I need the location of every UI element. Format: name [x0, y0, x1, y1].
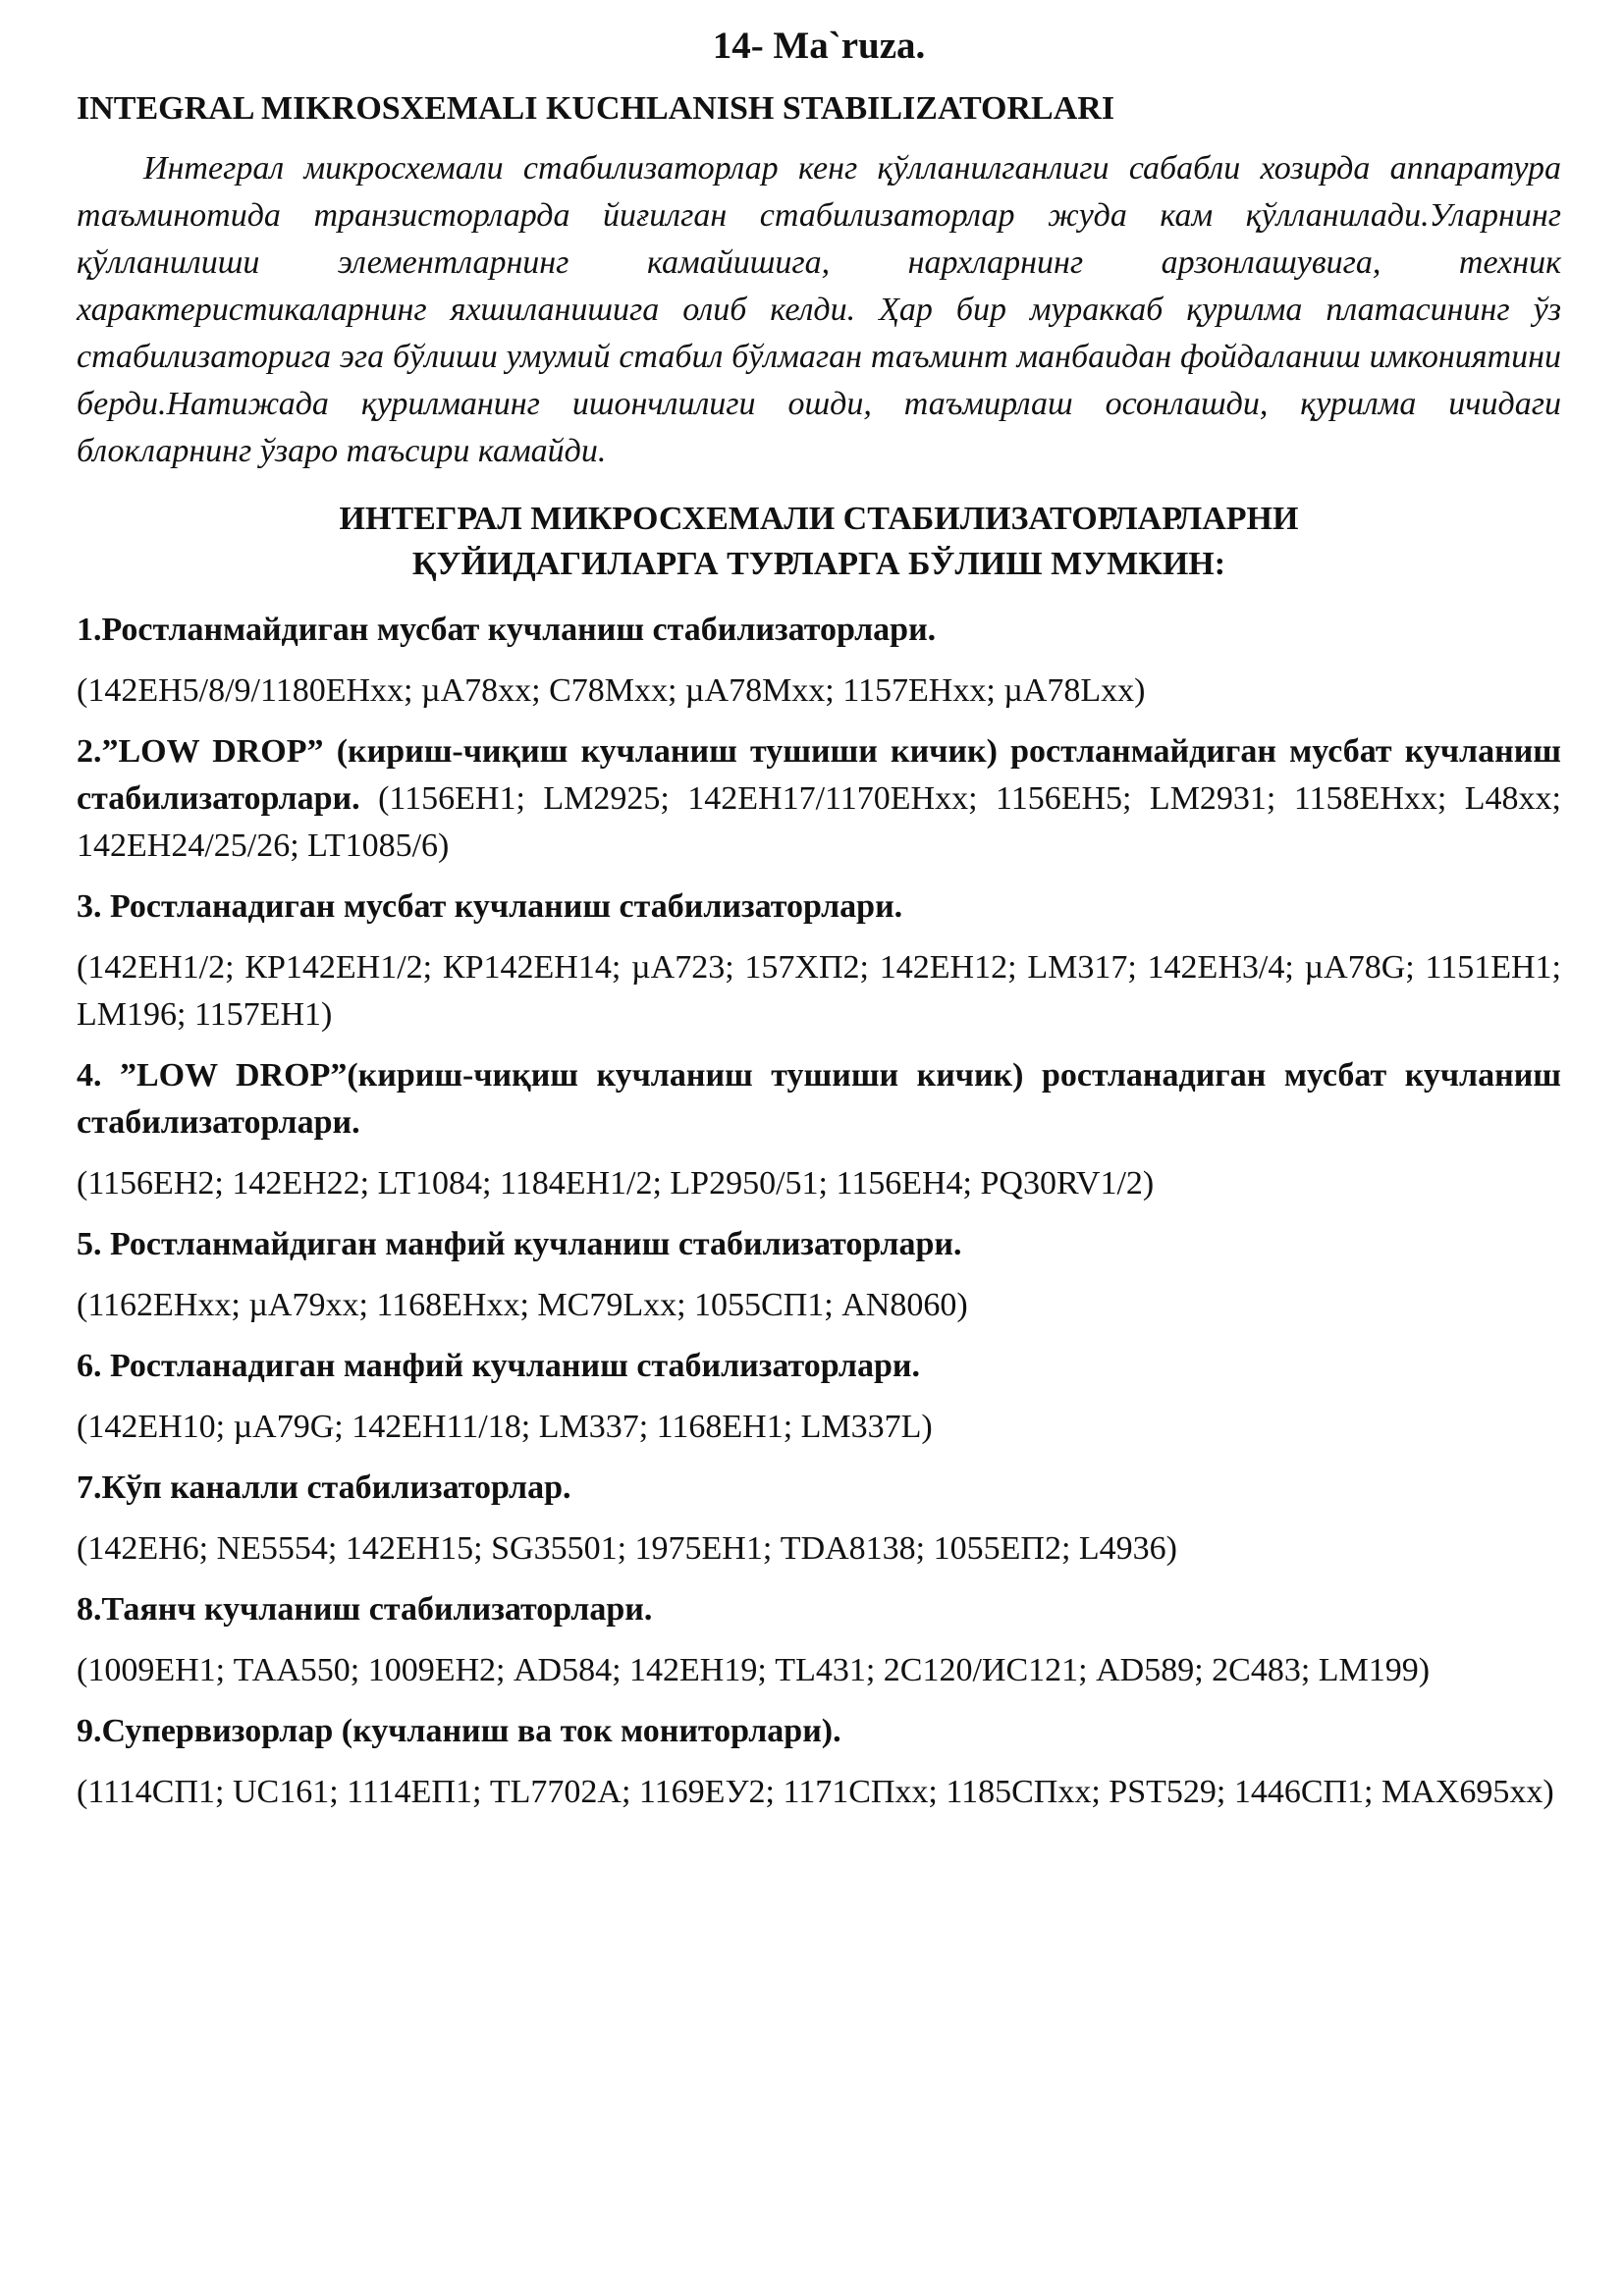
document-page	[77, 22, 1561, 1830]
item-title: 4. ”LOW DROP”(кириш-чиқиш кучланиш тушиши кичик) ростланадиган мусбат кучланиш стабилизаторлари.	[77, 1057, 1561, 1141]
list-item-5	[77, 1221, 1561, 1329]
item-title: 6. Ростланадиган манфий кучланиш стабилизаторлари.	[77, 1348, 920, 1384]
section-heading	[77, 497, 1561, 587]
item-title	[77, 728, 1561, 870]
item-title: 3. Ростланадиган мусбат кучланиш стабилизаторлари.	[77, 888, 903, 925]
list-item-3	[77, 883, 1561, 1039]
item-title: 5. Ростланмайдиган манфий кучланиш стабилизаторлари.	[77, 1226, 962, 1262]
list-item-8	[77, 1586, 1561, 1694]
section-heading-line-2: ҚУЙИДАГИЛАРГА ТУРЛАРГА БЎЛИШ МУМКИН:	[411, 546, 1226, 582]
item-parts: (142ЕН5/8/9/1180ЕНхх; µА78хх; С78Мхх; µА78Мхх; 1157ЕНхх; µА78Lхх)	[77, 672, 1146, 709]
item-title: 9.Супервизорлар (кучланиш ва ток мониторлари).	[77, 1713, 841, 1749]
lecture-title: 14- Ma`ruza.	[712, 25, 926, 67]
item-parts: (1156ЕН2; 142ЕН22; LT1084; 1184ЕН1/2; LP2950/51; 1156ЕН4; PQ30RV1/2)	[77, 1165, 1155, 1201]
list-item-6	[77, 1343, 1561, 1451]
item-parts: (142ЕН10; µА79G; 142ЕН11/18; LM337; 1168ЕН1; LM337L)	[77, 1409, 933, 1445]
intro-paragraph: Интеграл микросхемали стабилизаторлар кенг қўлланилганлиги сабабли хозирда аппаратура таъминотида транзисторларда йиғилган стабилизаторлар жуда кам қўлланилади.Уларнинг қўлланилиши элементларнинг камайишига, нархларнинг арзонлашувига, техник характеристикаларнинг яхшиланишига олиб келди. Ҳар бир мураккаб қурилма платасининг ўз стабилизаторига эга бўлиши умумий стабил бўлмаган таъминт манбаидан фойдаланиш имкониятини берди.Натижада қурилманинг ишончлилиги ошди, таъмирлаш осонлашди, қурилма ичидаги блокларнинг ўзаро таъсири камайди.	[77, 150, 1561, 469]
item-title: 1.Ростланмайдиган мусбат кучланиш стабилизаторлари.	[77, 612, 937, 648]
item-parts: (1156ЕН1; LM2925; 142ЕН17/1170ЕНхх; 1156ЕН5; LM2931; 1158ЕНхх; L48хх; 142ЕН24/25/26; LT1085/6)	[77, 780, 1561, 864]
list-item-2	[77, 728, 1561, 870]
list-item-7	[77, 1465, 1561, 1573]
item-parts: (1162ЕНхх; µА79хх; 1168ЕНхх; МС79Lхх; 1055СП1; AN8060)	[77, 1287, 968, 1323]
topic-title: INTEGRAL MIKROSXEMALI KUCHLANISH STABILIZATORLARI	[77, 90, 1115, 127]
item-parts: (142ЕН1/2; КР142ЕН1/2; КР142ЕН14; µА723; 157ХП2; 142ЕН12; LM317; 142ЕН3/4; µА78G; 1151ЕН1; LM196; 1157ЕН1)	[77, 949, 1561, 1033]
section-heading-line-1: ИНТЕГРАЛ МИКРОСХЕМАЛИ СТАБИЛИЗАТОРЛАРЛАРНИ	[339, 501, 1299, 537]
item-title-text: 2.”LOW DROP” (кириш-чиқиш кучланиш тушиши кичик) ростланмайдиган мусбат кучланиш стабилизаторлари.	[77, 733, 1561, 817]
list-item-4	[77, 1052, 1561, 1207]
item-parts: (1114СП1; UC161; 1114ЕП1; TL7702A; 1169ЕУ2; 1171СПхх; 1185СПхх; PST529; 1446СП1; МАХ695хх)	[77, 1774, 1554, 1810]
list-item-9	[77, 1708, 1561, 1816]
item-title: 7.Кўп каналли стабилизаторлар.	[77, 1469, 571, 1506]
item-parts: (1009ЕН1; ТАА550; 1009ЕН2; AD584; 142ЕН19; TL431; 2С120/ИС121; AD589; 2С483; LM199)	[77, 1652, 1431, 1688]
item-title: 8.Таянч кучланиш стабилизаторлари.	[77, 1591, 653, 1628]
list-item-1	[77, 607, 1561, 715]
item-parts: (142ЕН6; NE5554; 142ЕН15; SG35501; 1975ЕН1; TDA8138; 1055ЕП2; L4936)	[77, 1530, 1177, 1567]
